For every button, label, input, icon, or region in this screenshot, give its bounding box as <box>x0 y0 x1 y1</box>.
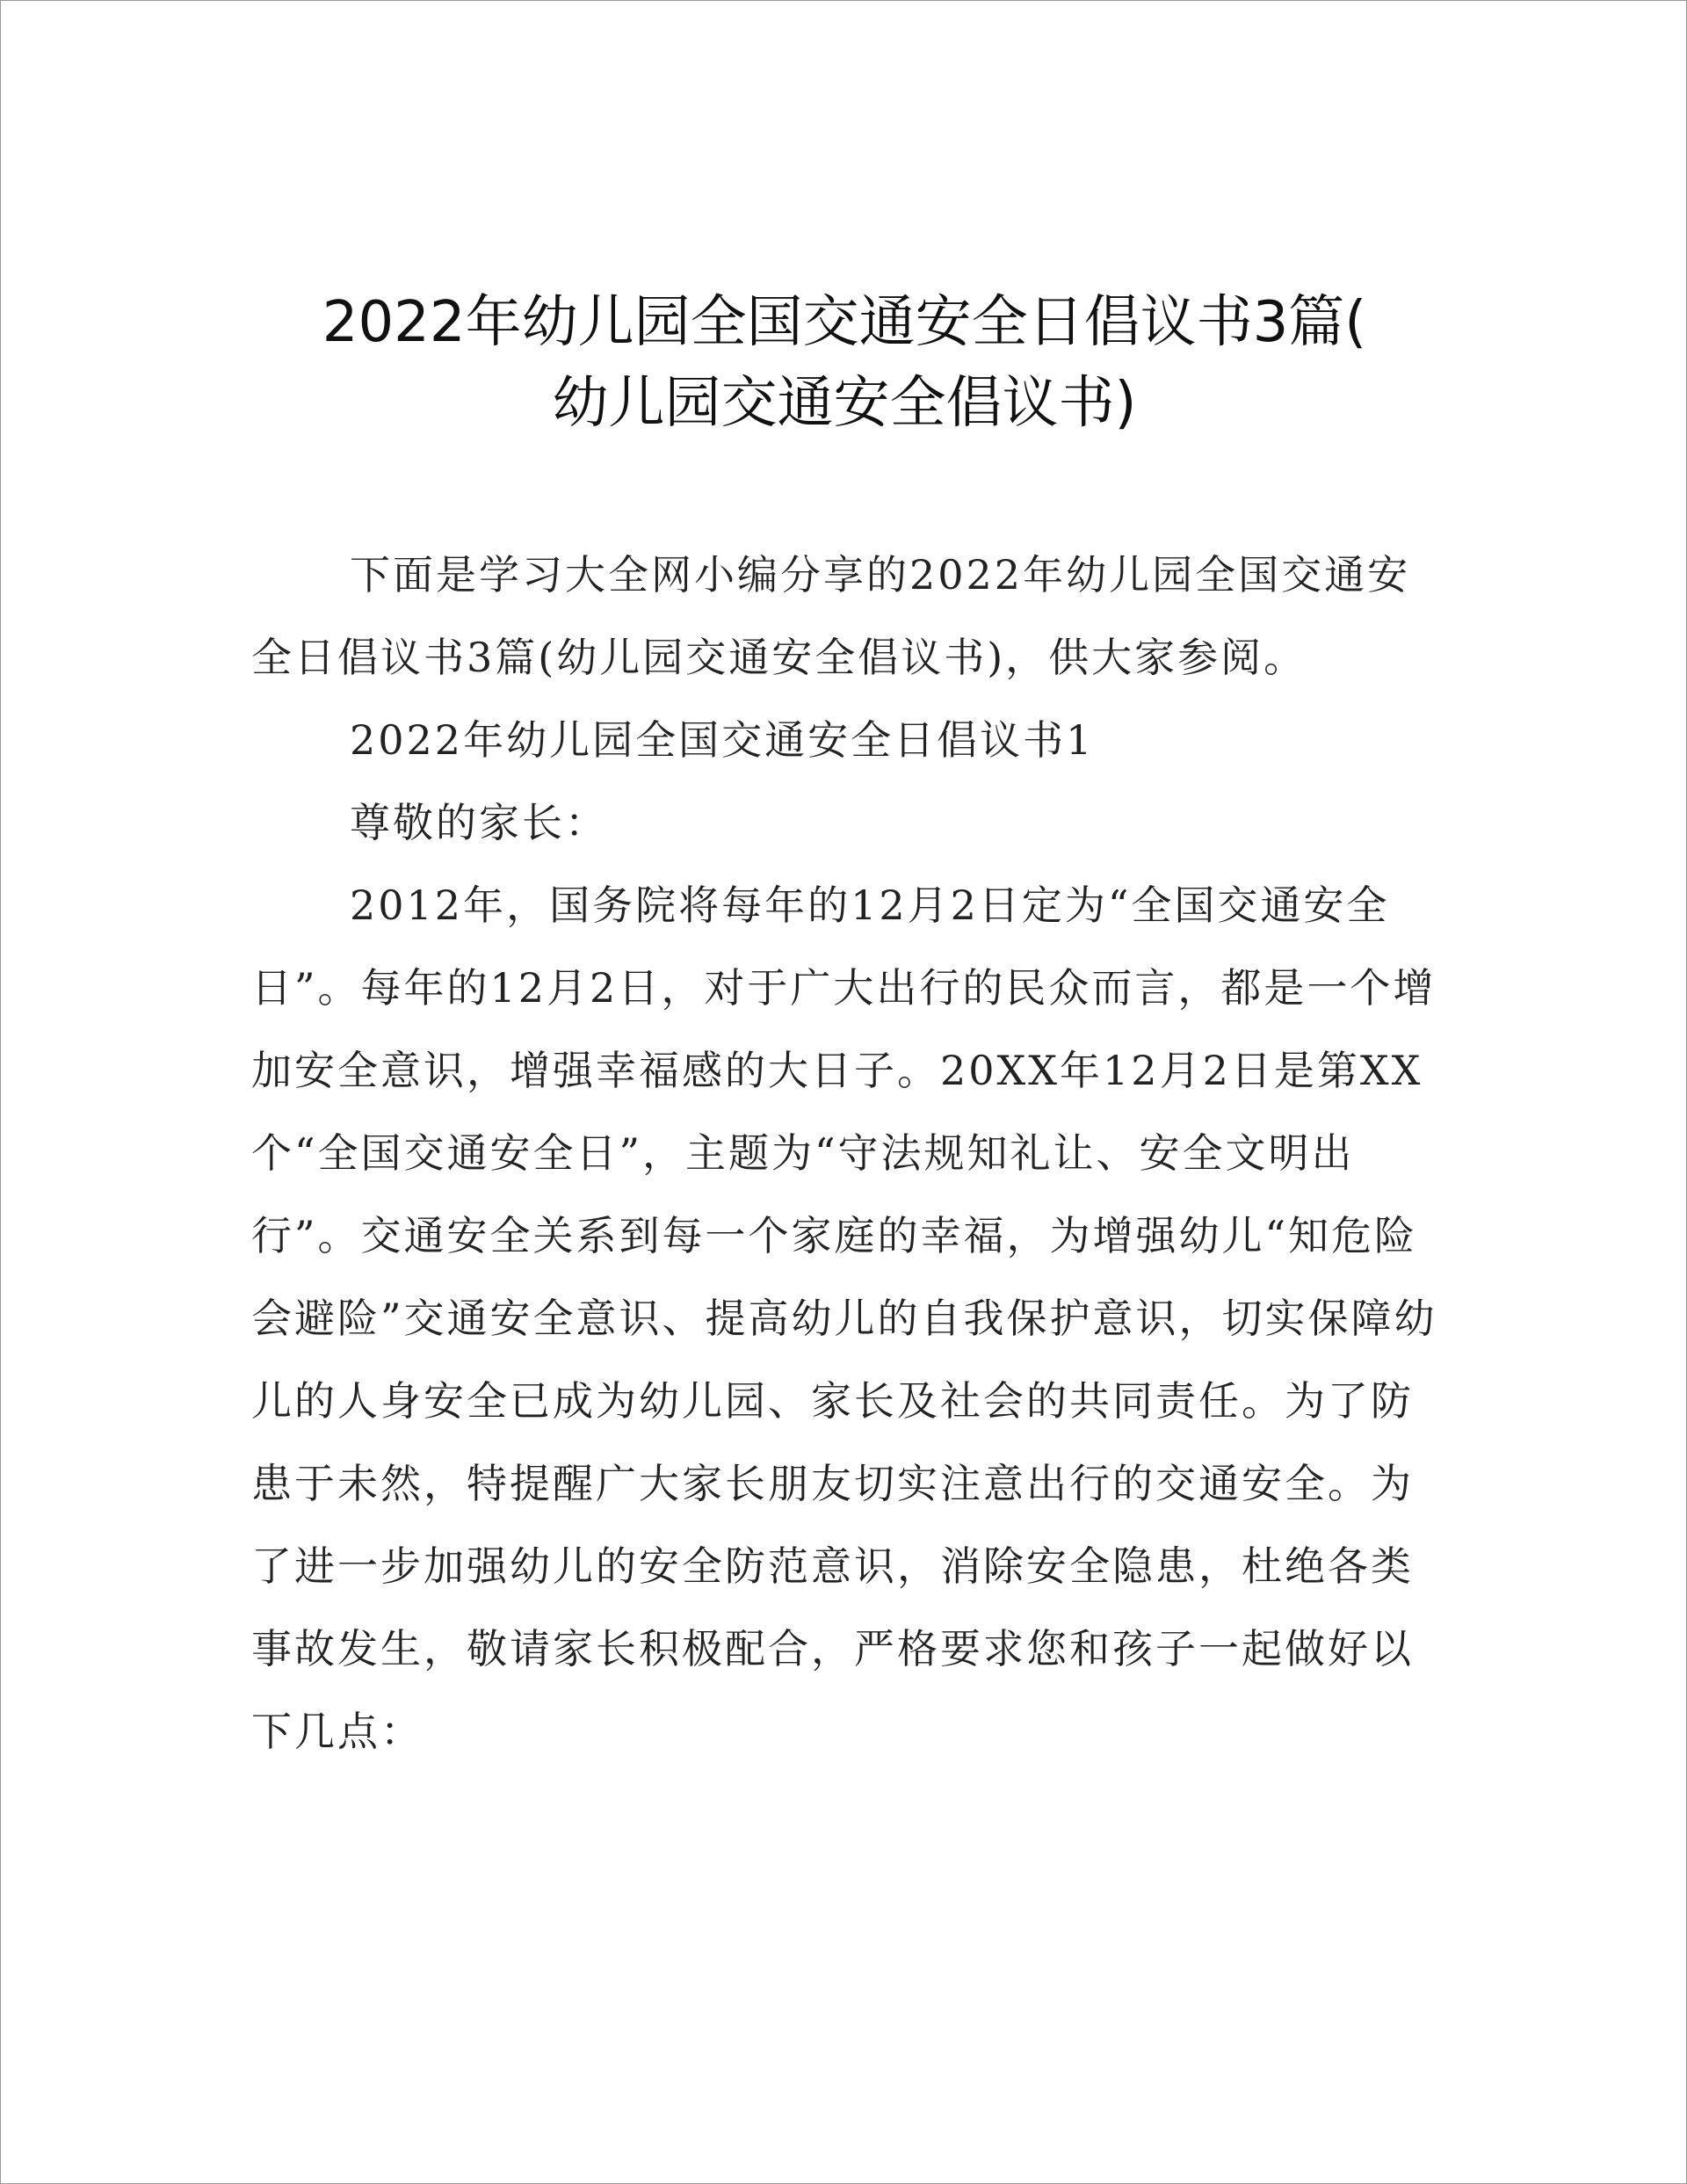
document-title-line-2: 幼儿园交通安全倡议书) <box>552 371 1137 436</box>
salutation-block <box>251 781 1437 864</box>
salutation: 尊敬的家长： <box>350 799 608 846</box>
intro-paragraph: 下面是学习大全网小编分享的2022年幼儿园全国交通安全日倡议书3篇(幼儿园交通安全倡议书)，供大家参阅。 <box>251 551 1411 681</box>
section-heading: 2022年幼儿园全国交通安全日倡议书1 <box>350 716 1095 764</box>
main-paragraph: 2012年，国务院将每年的12月2日定为“全国交通安全日”。每年的12月2日，对于广大出行的民众而言，都是一个增加安全意识，增强幸福感的大日子。20XX年12月2日是第XX个“全国交通安全日”，主题为“守法规知礼让、安全文明出行”。交通安全关系到每一个家庭的幸福，为增强幼儿“知危险会避险”交通安全意识、提高幼儿的自我保护意识，切实保障幼儿的人身安全已成为幼儿园、家长及社会的共同责任。为了防患于未然，特提醒广大家长朋友切实注意出行的交通安全。为了进一步加强幼儿的安全防范意识，消除安全隐患，杜绝各类事故发生，敬请家长积极配合，严格要求您和孩子一起做好以下几点： <box>251 882 1437 1755</box>
main-paragraph-block <box>251 864 1437 1773</box>
section-heading-block <box>251 699 1437 781</box>
intro-paragraph-block <box>251 533 1437 699</box>
document-title-line-1: 2022年幼儿园全国交通安全日倡议书3篇( <box>322 290 1367 355</box>
